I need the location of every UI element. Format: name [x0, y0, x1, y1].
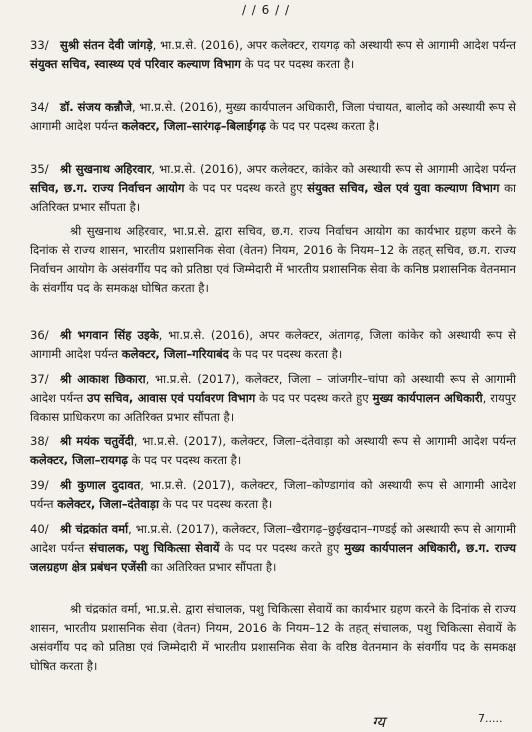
body-text: , भा.प्र.से. (2016), अपर कलेक्टर, रायगढ़ को अस्थायी रूप से आगामी आदेश पर्यन्त — [152, 38, 517, 52]
order-item-37 — [30, 370, 516, 427]
body-text: के पद पर पदस्थ करता है। — [265, 119, 380, 133]
body-text: , भा.प्र.से. (2016), अपर कलेक्टर, अंतागढ़, जिला कांकेर को अस्थायी रूप से आगामी आदेश पर्यन्त — [30, 328, 516, 361]
order-item-40 — [30, 520, 516, 577]
order-item-38 — [30, 432, 516, 470]
bold-text: सुश्री संतन देवी जांगड़े — [60, 38, 153, 52]
handwritten-signature: ग्य — [372, 713, 385, 731]
bold-text: श्री कुणाल दुदावत — [60, 478, 141, 492]
bold-text: मुख्य कार्यपालन अधिकारी — [372, 391, 483, 405]
bold-text: कलेक्टर, जिला–दंतेवाड़ा — [57, 497, 159, 511]
body-text: , भा.प्र.से. (2016), अपर कलेक्टर, कांकेर को अस्थायी रूप से आगामी आदेश पर्यन्त — [151, 162, 517, 176]
bold-text: कलेक्टर, जिला–गरियाबंद — [121, 347, 229, 361]
order-item-35 — [30, 160, 516, 217]
bold-text: कलेक्टर, जिला–रायगढ़ — [30, 453, 128, 467]
bold-text: संचालक, पशु चिकित्सा सेवायें — [89, 541, 220, 555]
bold-text: श्री सुखनाथ अहिरवार — [60, 162, 152, 176]
body-text: श्री सुखनाथ अहिरवार, भा.प्र.से. द्वारा सचिव, छ.ग. राज्य निर्वाचन आयोग का कार्यभार ग्रहण करने के दिनांक से राज्य शासन, भारतीय प्रशासनिक सेवा (वेतन) नियम, 2016 के नियम–12 के तहत् सचिव, छ.ग. राज्य निर्वाचन आयोग के असंवर्गीय पद को प्रतिष्ठा एवं जिम्मेदारी में भारतीय प्रशासनिक सेवा के कनिष्ठ प्रशासनिक वेतनमान के संवर्गीय पद के समकक्ष घोषित करता है। — [30, 224, 516, 295]
body-text: के पद पर पदस्थ करते हुए — [219, 541, 345, 555]
bold-text: कलेक्टर, जिला–सारंगढ़–बिलाईगढ़ — [121, 119, 266, 133]
item-number: 35/ — [30, 162, 49, 176]
item-number: 34/ — [30, 100, 49, 114]
item-number: 38/ — [30, 434, 49, 448]
bold-text: संयुक्त सचिव, खेल एवं युवा कल्याण विभाग — [307, 181, 500, 195]
body-text: का अतिरिक्त प्रभार सौंपता है। — [30, 181, 516, 214]
bold-text: श्री मयंक चतुर्वेदी — [60, 434, 134, 448]
bold-text: श्री आकाश छिकारा — [60, 372, 146, 386]
body-text: के पद पर पदस्थ करता है। — [228, 347, 343, 361]
bold-text: उप सचिव, आवास एवं पर्यावरण विभाग — [87, 391, 256, 405]
body-text: , भा.प्र.से. (2017), कलेक्टर, जिला–कोण्डागांव को अस्थायी रूप से आगामी आदेश पर्यन्त — [30, 478, 516, 511]
bold-text: संयुक्त सचिव, स्वास्थ्य एवं परिवार कल्याण विभाग — [30, 57, 241, 71]
bold-text: सचिव, छ.ग. राज्य निर्वाचन आयोग — [30, 181, 185, 195]
bold-text: डॉ. संजय कन्नौजे — [60, 100, 133, 114]
item-number: 33/ — [30, 38, 49, 52]
body-text: , भा.प्र.से. (2017), कलेक्टर, जिला–दंतेवाड़ा को अस्थायी रूप से आगामी आदेश पर्यन्त — [133, 434, 516, 448]
body-text: का अतिरिक्त प्रभार सौंपता है। — [147, 560, 277, 574]
item-number: 36/ — [30, 328, 49, 342]
body-text: , भा.प्र.से. (2017), कलेक्टर, जिला–खैरागढ़–छुईखदान–गण्डई को अस्थायी रूप से आगामी आदेश पर्यन्त — [30, 522, 517, 555]
body-text: के पद पर पदस्थ करते हुए — [184, 181, 308, 195]
page-number: / / 6 / / — [241, 3, 291, 17]
body-text: के पद पर पदस्थ करते हुए — [255, 391, 373, 405]
order-item-36 — [30, 326, 516, 364]
body-text: श्री चंद्रकांत वर्मा, भा.प्र.से. द्वारा संचालक, पशु चिकित्सा सेवायें का कार्यभार ग्रहण करने के दिनांक से राज्य शासन, भारतीय प्रशासनिक सेवा (वेतन) नियम, 2016 के नियम–12 के तहत् संचालक, पशु चिकित्सा सेवायें के असंवर्गीय पद को प्रतिष्ठा एवं जिम्मेदारी में भारतीय प्रशासनिक सेवा के वरिष्ठ वेतनमान के संवर्गीय पद के समकक्ष घोषित करता है। — [30, 602, 516, 673]
bold-text: मुख्य कार्यपालन अधिकारी, छ.ग. राज्य जलग्रहण क्षेत्र प्रबंधन एजेंसी — [30, 541, 517, 574]
bold-text: श्री चंद्रकांत वर्मा — [60, 522, 129, 536]
body-text: के पद पर पदस्थ करता है। — [127, 453, 242, 467]
order-item-35-note — [30, 222, 516, 298]
item-number: 40/ — [30, 522, 49, 536]
order-item-40-note — [30, 600, 516, 676]
body-text: , भा.प्र.से. (2017), कलेक्टर, जिला – जांजगीर–चांपा को अस्थायी रूप से आगामी आदेश पर्यन्त — [30, 372, 516, 405]
body-text: , रायपुर विकास प्राधिकरण का अतिरिक्त प्रभार सौंपता है। — [30, 391, 516, 424]
next-page-marker: 7..... — [478, 712, 503, 725]
body-text: के पद पर पदस्थ करता है। — [240, 57, 355, 71]
body-text: , भा.प्र.से. (2016), मुख्य कार्यपालन अधिकारी, जिला पंचायत, बालोद को अस्थायी रूप से आगामी आदेश पर्यन्त — [30, 100, 517, 133]
bold-text: श्री भगवान सिंह उइके — [60, 328, 159, 342]
order-item-34 — [30, 98, 516, 136]
order-item-33 — [30, 36, 516, 74]
item-number: 39/ — [30, 478, 49, 492]
order-item-39 — [30, 476, 516, 514]
body-text: के पद पर पदस्थ करता है। — [158, 497, 273, 511]
item-number: 37/ — [30, 372, 49, 386]
